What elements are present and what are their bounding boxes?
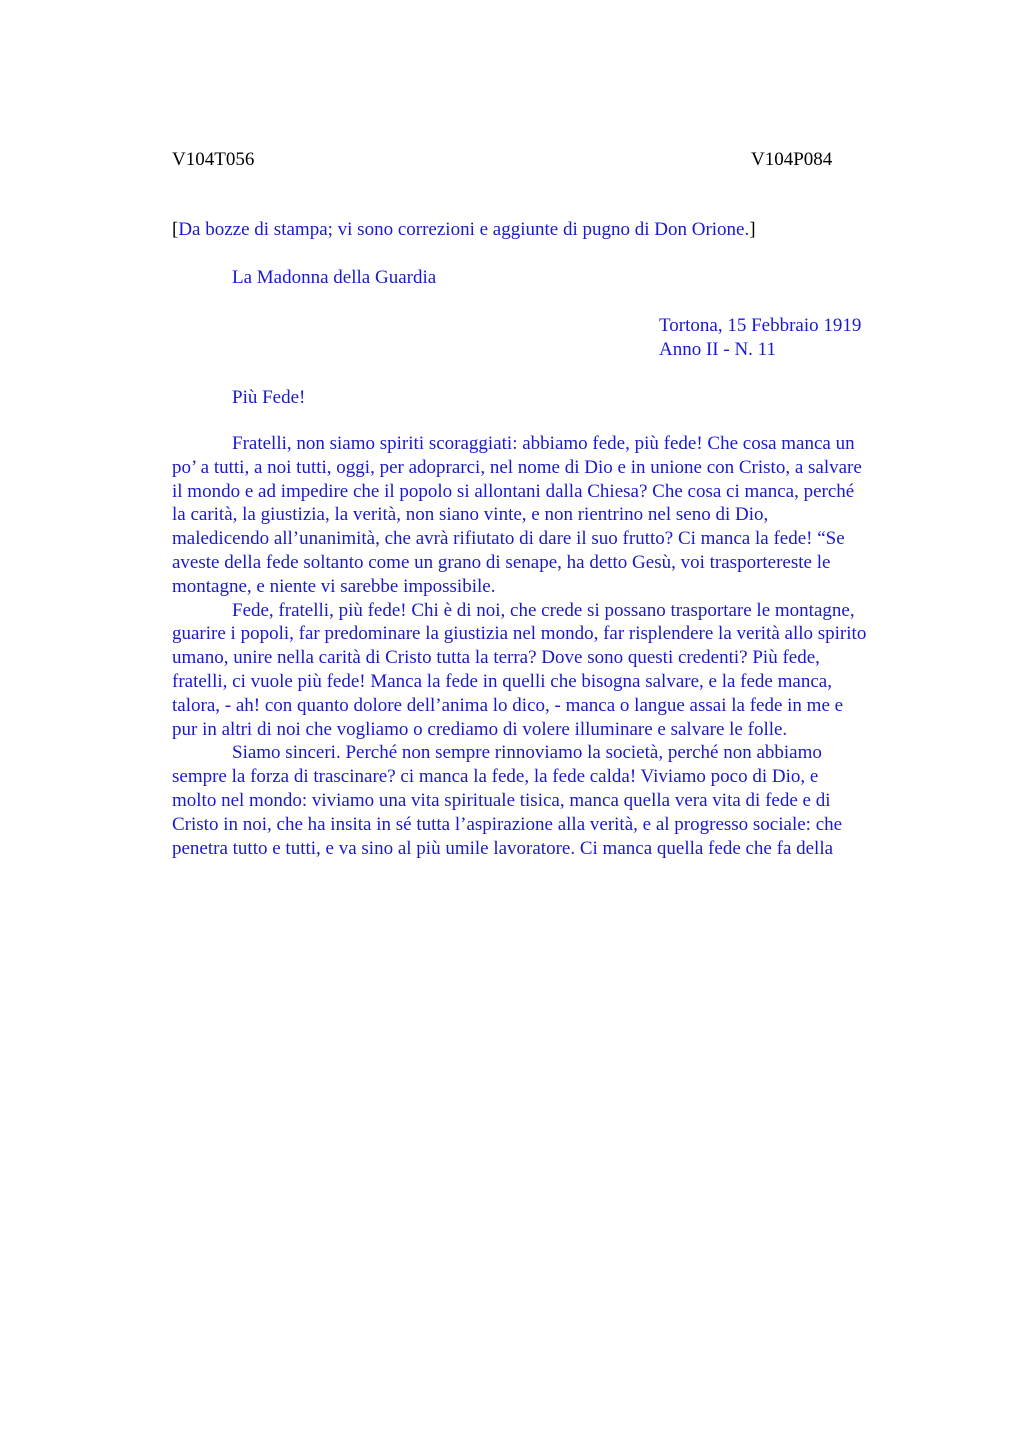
text-line: penetra tutto e tutti, e va sino al più umile lavoratore. Ci manca quella fede che fa della — [172, 837, 834, 859]
text-line: il mondo e ad impedire che il popolo si allontani dalla Chiesa? Che cosa ci manca, perché — [172, 480, 855, 502]
note-text: Da bozze di stampa; vi sono correzioni e aggiunte di pugno di Don Orione. — [178, 219, 750, 240]
dateline: Tortona, 15 Febbraio 1919 — [659, 315, 862, 336]
text-line: po’ a tutti, a noi tutti, oggi, per adoprarci, nel nome di Dio e in unione con Cristo, a salvare — [172, 456, 862, 478]
text-line: fratelli, ci vuole più fede! Manca la fede in quelli che bisogna salvare, e la fede manca, — [172, 670, 832, 692]
paragraph-2 — [172, 599, 932, 742]
article-body — [172, 432, 932, 860]
text-line: molto nel mondo: viviamo una vita spirituale tisica, manca quella vera vita di fede e di — [172, 789, 831, 811]
text-line: umano, unire nella carità di Cristo tutta la terra? Dove sono questi credenti? Più fede, — [172, 647, 820, 669]
editorial-note — [172, 218, 756, 242]
text-line: talora, - ah! con quanto dolore dell’anima lo dico, - manca o langue assai la fede in me e — [172, 694, 844, 716]
text-line: Siamo sinceri. Perché non sempre rinnoviamo la società, perché non abbiamo — [232, 742, 822, 764]
note-open-bracket: [ — [172, 219, 179, 240]
text-line: Cristo in noi, che ha insita in sé tutta l’aspirazione alla verità, e al progresso sociale: che — [172, 813, 843, 835]
text-line: montagne, e niente vi sarebbe impossibile. — [172, 575, 496, 597]
text-line: Fratelli, non siamo spiriti scoraggiati: abbiamo fede, più fede! Che cosa manca un — [232, 433, 855, 454]
page-code-right: V104P084 — [751, 149, 833, 170]
text-line: guarire i popoli, far predominare la giustizia nel mondo, far risplendere la verità allo spirito — [172, 623, 867, 645]
document-code-left: V104T056 — [172, 149, 255, 170]
text-line: pur in altri di noi che vogliamo o crediamo di volere illuminare e salvare le folle. — [172, 718, 788, 740]
masthead-title: La Madonna della Guardia — [232, 267, 437, 288]
text-line: la carità, la giustizia, la verità, non siano vinte, e non rientrino nel seno di Dio, — [172, 504, 769, 526]
article-heading: Più Fede! — [232, 387, 306, 408]
issue-number: Anno II - N. 11 — [659, 339, 776, 360]
text-line: aveste della fede soltanto come un grano di senape, ha detto Gesù, voi trasportereste le — [172, 551, 831, 573]
note-close-bracket: ] — [749, 219, 756, 240]
paragraph-1 — [172, 432, 932, 599]
text-line: sempre la forza di trascinare? ci manca la fede, la fede calda! Viviamo poco di Dio, e — [172, 766, 819, 788]
paragraph-3 — [172, 741, 932, 860]
text-line: Fede, fratelli, più fede! Chi è di noi, che crede si possano trasportare le montagne, — [232, 599, 855, 621]
text-line: maledicendo all’unanimità, che avrà rifiutato di dare il suo frutto? Ci manca la fede! “Se — [172, 528, 845, 550]
